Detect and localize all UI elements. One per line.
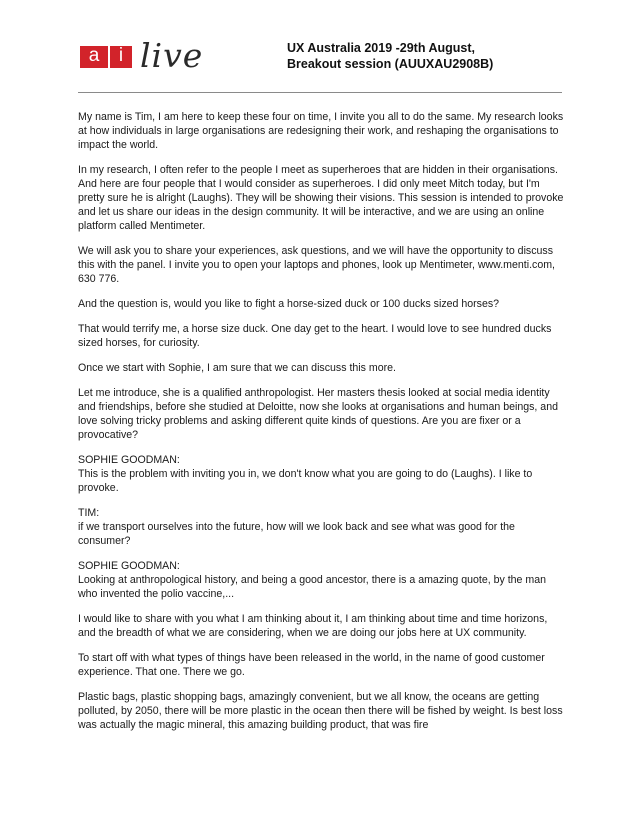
speaker-name: TIM: (78, 507, 100, 519)
speaker-block (78, 506, 564, 548)
logo-letter-a: a (80, 46, 108, 68)
paragraph: Let me introduce, she is a qualified anthropologist. Her masters thesis looked at social media identity and friendships, before she studied at Deloitte, now she looks at organisations and human beings, and love solving tricky problems and asking different quite kinds of questions. Are you are fixer or a provocative? (78, 387, 558, 441)
paragraph: I would like to share with you what I am thinking about it, I am thinking about time and time horizons, and the breadth of what we are considering, when we are doing our jobs here at UX community. (78, 613, 548, 639)
paragraph: To start off with what types of things have been released in the world, in the name of good customer experience. That one. There we go. (78, 652, 545, 678)
speaker-text: This is the problem with inviting you in, we don't know what you are going to do (Laughs). I like to provoke. (78, 468, 533, 494)
paragraph: We will ask you to share your experiences, ask questions, and we will have the opportunity to discuss this with the panel. I invite you to open your laptops and phones, look up Mentimeter, www.menti.com, 630 776. (78, 245, 555, 285)
session-title (287, 41, 493, 72)
ai-live-logo (80, 36, 204, 78)
logo-live-text: live (140, 36, 204, 75)
logo-letter-i: i (110, 46, 132, 68)
speaker-text: if we transport ourselves into the future, how will we look back and see what was good for the consumer? (78, 521, 515, 547)
speaker-name: SOPHIE GOODMAN: (78, 454, 180, 466)
paragraph: My name is Tim, I am here to keep these four on time, I invite you all to do the same. My research looks at how individuals in large organisations are redesigning their work, and reshaping the organisations to impact the world. (78, 111, 564, 151)
speaker-block (78, 453, 564, 495)
session-title-line-1: UX Australia 2019 -29th August, (287, 41, 476, 55)
transcript-body (78, 110, 564, 743)
paragraph: In my research, I often refer to the people I meet as superheroes that are hidden in their organisations. And here are four people that I would consider as superheroes. I did only meet Mitch today, but I'm pretty sure he is alright (Laughs). They will be showing their visions. This session is intended to provoke and let us share our ideas in the design community. It will be interactive, and we are using an online platform called Mentimeter. (78, 164, 564, 232)
paragraph: That would terrify me, a horse size duck. One day get to the heart. I would love to see hundred ducks sized horses, for curiosity. (78, 323, 552, 349)
paragraph: And the question is, would you like to fight a horse-sized duck or 100 ducks sized horses? (78, 298, 500, 310)
session-title-line-2: Breakout session (AUUXAU2908B) (287, 56, 494, 71)
speaker-name: SOPHIE GOODMAN: (78, 560, 180, 572)
header-divider (78, 92, 562, 93)
paragraph: Plastic bags, plastic shopping bags, amazingly convenient, but we all know, the oceans are getting polluted, by 2050, there will be more plastic in the ocean then there will be fished by weight. Is best loss was actually the magic mineral, this amazing building product, that was fire (78, 691, 563, 731)
speaker-text: Looking at anthropological history, and being a good ancestor, there is a amazing quote, by the man who invented the polio vaccine,... (78, 574, 547, 600)
speaker-block (78, 559, 564, 601)
paragraph: Once we start with Sophie, I am sure that we can discuss this more. (78, 362, 396, 374)
